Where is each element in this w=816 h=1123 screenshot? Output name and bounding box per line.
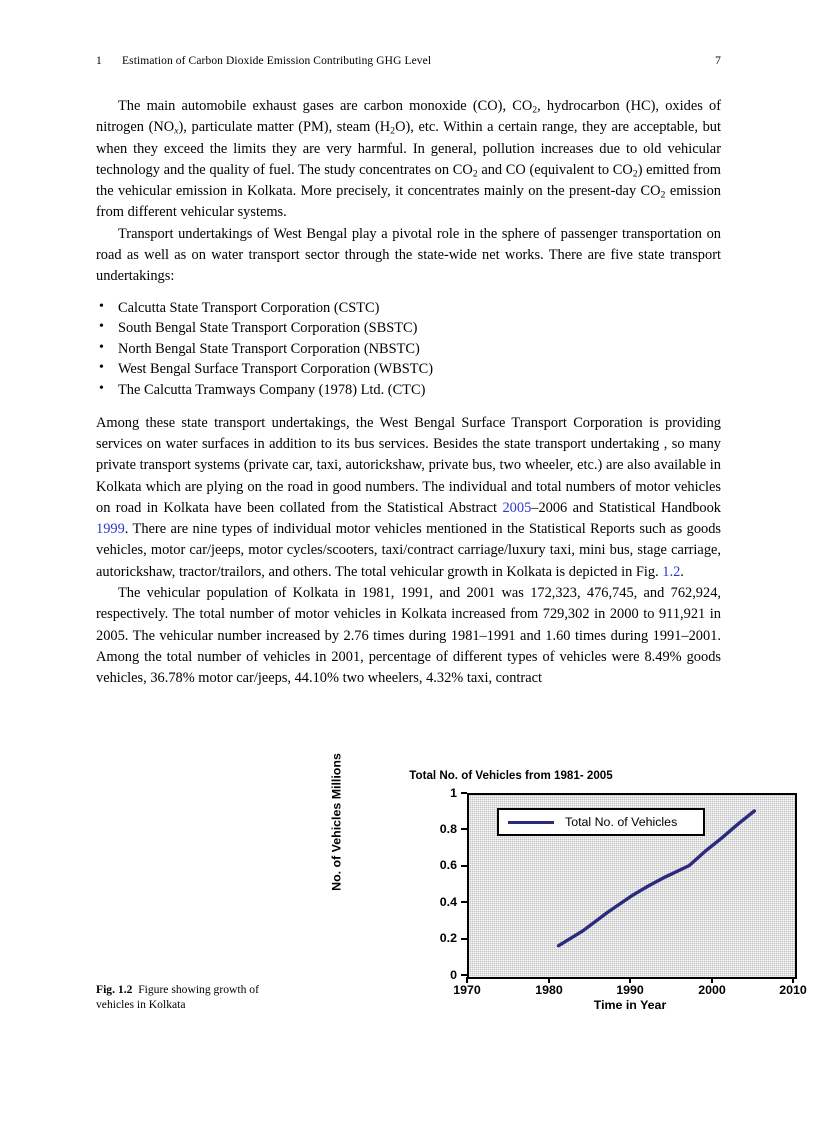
- p3-seg-a: Among these state transport undertakings, the West Bengal Surface Transport Corporation is providing services on water surfaces in addition to its bus services. Besides the state transport undertaking , so many private transport systems (private car, taxi, autorickshaw, private bus, two wheeler, etc.) are also available in Kolkata which are plying on the road in good numbers. The individual and total numbers of motor vehicles on road in Kolkata have been collated from the Statistical Abstract: [96, 414, 721, 516]
- list-item: • West Bengal Surface Transport Corporation (WBSTC): [96, 359, 721, 380]
- p1-seg-g: emission from different vehicular systems.: [96, 183, 721, 221]
- figure-caption: [96, 982, 286, 1012]
- list-item: • Calcutta State Transport Corporation (CSTC): [96, 298, 721, 319]
- transport-undertakings-list: [96, 298, 721, 401]
- running-head: [96, 55, 721, 67]
- p1-seg-f: ) emitted from the vehicular emission in Kolkata. More precisely, it concentrates mainly on the present-day CO: [96, 161, 721, 200]
- figure-1-2: [96, 753, 807, 1050]
- body-text: [96, 96, 721, 690]
- p1-subscript-3: 2: [390, 126, 396, 138]
- x-axis-title: Time in Year: [593, 998, 667, 1012]
- legend-label: Total No. of Vehicles: [565, 815, 678, 829]
- paragraph-1: [96, 96, 721, 224]
- chart-plot-area: [467, 793, 797, 979]
- figure-caption-text: Figure showing growth of vehicles in Kolkata: [96, 983, 259, 1011]
- citation-link-2005[interactable]: 2005: [502, 499, 532, 516]
- y-tick-label-0: 0: [450, 968, 457, 982]
- page-number: 7: [715, 55, 721, 67]
- list-item: • The Calcutta Tramways Company (1978) Ltd. (CTC): [96, 380, 721, 401]
- y-tick-label-0-6: 0.6: [439, 858, 457, 872]
- running-head-title: Estimation of Carbon Dioxide Emission Contributing GHG Level: [122, 55, 432, 67]
- y-tick-label-0-8: 0.8: [439, 822, 457, 836]
- p1-subscript-2: x: [174, 126, 179, 138]
- x-tick-label-1990: 1990: [616, 983, 644, 997]
- y-axis-title: No. of Vehicles Millions: [329, 753, 344, 891]
- y-tick-label-0-2: 0.2: [439, 931, 457, 945]
- list-item: • North Bengal State Transport Corporation (NBSTC): [96, 339, 721, 360]
- p1-subscript-6: 2: [660, 189, 666, 201]
- paragraph-2: Transport undertakings of West Bengal play a pivotal role in the sphere of passenger transportation on road as well as on water transport sector through the state-wide net works. There are five state transport undertakings:: [96, 225, 721, 285]
- x-tick-label-1980: 1980: [535, 983, 563, 997]
- chart-title: Total No. of Vehicles from 1981- 2005: [409, 769, 613, 782]
- p1-seg-d: O), etc. Within a certain range, they are acceptable, but when they exceed the limits they are very harmful. In general, pollution increases due to old vehicular technology and the quality of fuel. The study concentrates on CO: [96, 119, 721, 178]
- vehicles-line-chart: [301, 753, 807, 1030]
- p1-subscript-4: 2: [472, 168, 478, 180]
- p3-seg-d: .: [680, 563, 684, 580]
- y-tick-label-1: 1: [450, 786, 457, 800]
- p1-seg-e: and CO (equivalent to CO: [477, 161, 633, 178]
- running-head-chapter-number: 1: [96, 55, 102, 67]
- p1-subscript-5: 2: [632, 168, 638, 180]
- p3-seg-c: . There are nine types of individual motor vehicles mentioned in the Statistical Reports such as goods vehicles, motor car/jeeps, motor cycles/scooters, taxi/contract carriage/luxury taxi, mini bus, stage carriage, autorickshaw, tractor/trailors, and others. The total vehicular growth in Kolkata is depicted in Fig.: [96, 521, 721, 580]
- p3-seg-b: –2006 and Statistical Handbook: [531, 499, 721, 516]
- p1-seg-c: ), particulate matter (PM), steam (H: [178, 119, 391, 136]
- p1-subscript-1: 2: [532, 104, 538, 116]
- x-tick-label-1970: 1970: [453, 983, 481, 997]
- paragraph-4: The vehicular population of Kolkata in 1981, 1991, and 2001 was 172,323, 476,745, and 762,924, respectively. The total number of motor vehicles in Kolkata increased from 729,302 in 2000 to 911,921 in 2005. The vehicular number increased by 2.76 times during 1981–1991 and 1.60 times during 1991–2001. Among the total number of vehicles in 2001, percentage of different types of vehicles were 8.49% goods vehicles, 36.78% motor car/jeeps, 44.10% two wheelers, 4.32% taxi, contract: [96, 585, 721, 687]
- list-item: • South Bengal State Transport Corporation (SBSTC): [96, 318, 721, 339]
- y-tick-label-0-4: 0.4: [439, 895, 457, 909]
- paragraph-3: [96, 413, 721, 583]
- x-tick-label-2000: 2000: [698, 983, 726, 997]
- p1-seg-a: The main automobile exhaust gases are carbon monoxide (CO), CO: [118, 98, 533, 114]
- chart-legend: [497, 808, 705, 836]
- legend-line-swatch: [508, 821, 554, 824]
- figure-link-1-2[interactable]: 1.2: [662, 563, 681, 580]
- figure-caption-label: Fig. 1.2: [96, 983, 133, 996]
- citation-link-1999[interactable]: 1999: [96, 521, 125, 538]
- p1-seg-b: , hydrocarbon (HC), oxides of nitrogen (NO: [96, 98, 721, 136]
- x-tick-label-2010: 2010: [779, 983, 807, 997]
